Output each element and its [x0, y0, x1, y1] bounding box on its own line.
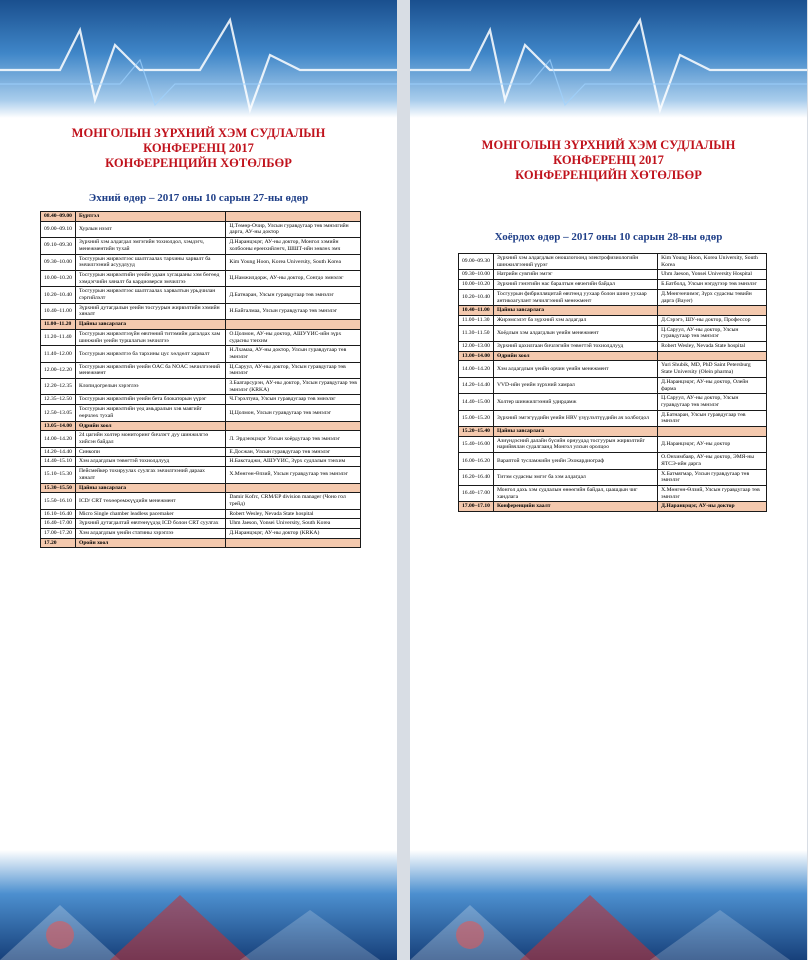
session-row [459, 289, 767, 305]
session-time: 15.20–15.40 [459, 427, 494, 437]
session-topic: Цайны завсарлага [75, 483, 225, 493]
session-topic: Тосгуурын жирвэлтээс шалтгаалах тархины харвалт ба эмчилгээний асуудлууд [75, 254, 225, 270]
session-time: 12.20–12.35 [41, 379, 76, 395]
session-time: 14.40–15.10 [41, 457, 76, 467]
day2-heading: Хоёрдох өдөр – 2017 оны 10 сарын 28-ны өдөр [494, 231, 723, 243]
break-row [459, 306, 767, 316]
conference-title [0, 126, 397, 171]
session-topic: Зүрхний цахилгаан бичлэгийн төвөгтэй тохиолдлууд [493, 342, 657, 352]
session-topic: Бүртгэл [75, 212, 225, 222]
session-speaker: Н.Лхамаа, АУ-ны доктор, Улсын гуравдугаар төв эмнэлэг [226, 346, 361, 362]
session-row [41, 509, 361, 519]
session-time: 17.00–17.20 [41, 529, 76, 539]
session-time: 15.40–16.00 [459, 436, 494, 452]
session-speaker: Kim Young Hoon, Korea University, South Korea [226, 254, 361, 270]
session-speaker: Ц.Саруул, АУ-ны доктор, Улсын гуравдугаар төв эмнэлэг [226, 362, 361, 378]
session-speaker: Robert Wesley, Nevada State hospital [658, 342, 767, 352]
session-row [41, 238, 361, 254]
session-time: 16.40–17.00 [459, 485, 494, 501]
session-topic: Конференцийн хаалт [493, 502, 657, 512]
session-row [459, 361, 767, 377]
break-row [41, 483, 361, 493]
session-topic: Холтер шинжилгээний удирдамж [493, 394, 657, 410]
break-row [41, 421, 361, 431]
session-topic: Хэм алдагдлын төвөгтэй тохиолдлууд [75, 457, 225, 467]
session-row [459, 342, 767, 352]
session-speaker: О.Цолмон, АУ-ны доктор, АШУҮИС-ийн зүрх судасны тэнхим [226, 329, 361, 345]
session-time: 15.50–16.10 [41, 493, 76, 509]
bottom-banner-image [0, 850, 397, 960]
session-topic: Тосгуурын жирвэлтийн үеийн бета блокаторын үүрэг [75, 395, 225, 405]
session-time: 13.05–14.00 [41, 421, 76, 431]
session-row [459, 394, 767, 410]
session-topic: Пейсмейкер тохируулах суулгах эмчилгээний дараах хяналт [75, 467, 225, 483]
session-row [41, 529, 361, 539]
session-time: 15.10–15.30 [41, 467, 76, 483]
session-speaker: Б.Батболд, Улсын нэгдүгээр төв эмнэлэг [658, 280, 767, 290]
session-topic: Зүрхний дутагдалтай өвчтөнүүдэд ICD болон CRT суулгах [75, 519, 225, 529]
session-row [41, 447, 361, 457]
session-time: 13.00–14.00 [459, 351, 494, 361]
session-speaker: Robert Wesley, Nevada State hospital [226, 509, 361, 519]
session-row [41, 519, 361, 529]
session-topic: Клопидогрелын хэрэглээ [75, 379, 225, 395]
session-speaker: З.Баатарсурэн, АУ-ны доктор, Улсын гуравдугаар төв эмнэлэг (KRKA) [226, 379, 361, 395]
session-topic: Вараптой тусламжийн үеийн Эхокардиограф [493, 453, 657, 469]
session-speaker: Д.Батнаран, Улсын гуравдугаар төв эмнэлэг [226, 287, 361, 303]
session-time: 12.00–12.20 [41, 362, 76, 378]
session-speaker: Д.Наранцэцэг, АУ-ны доктор, Монгол хэмийн холбооны ерөнхийлөгч, ШШТ-ийн зөвлөх эмч [226, 238, 361, 254]
session-speaker: Ч.Гэрэлтуяа, Улсын гуравдугаар төв эмнэлэг [226, 395, 361, 405]
session-speaker: Н.Бакстаджи, АШУҮИС, Зүрх судлалын тэнхим [226, 457, 361, 467]
session-row [41, 287, 361, 303]
session-time: 15.30–15.50 [41, 483, 76, 493]
session-topic: Хурлын нээлт [75, 221, 225, 237]
session-topic: Синкопи [75, 447, 225, 457]
session-speaker: Uhm Jaeson, Yonsei University Hospital [658, 270, 767, 280]
session-time: 16.10–16.40 [41, 509, 76, 519]
session-time: 14.00–14.20 [459, 361, 494, 377]
session-time: 09.00–09.10 [41, 221, 76, 237]
session-topic: Цайны завсарлага [493, 427, 657, 437]
session-time: 10.00–10.20 [41, 270, 76, 286]
session-topic: ICD/ CRT төхөөрөмжүүдийн менежмент [75, 493, 225, 509]
session-speaker: Х.Мөнгөн-Өлзий, Улсын гуравдугаар төв эмнэлэг [658, 485, 767, 501]
session-topic: Зүрхний дутагдалын үеийн тосгуурын жирвэлтийн хэмийн хяналт [75, 303, 225, 319]
session-row [459, 469, 767, 485]
session-time: 14.40–15.00 [459, 394, 494, 410]
session-row [41, 254, 361, 270]
session-topic: Өдрийн хоол [493, 351, 657, 361]
session-topic: Оройн хоол [75, 538, 225, 548]
session-time: 10.20–10.40 [41, 287, 76, 303]
session-row [41, 362, 361, 378]
session-speaker: Д.Сэрэгэ, ШУ-ны доктор, Профессор [658, 315, 767, 325]
session-topic: Жирэмсэлэт ба зүрхний хэм алдагдал [493, 315, 657, 325]
title-line-3: КОНФЕРЕНЦИЙН ХӨТӨЛБӨР [105, 156, 292, 170]
session-speaker: Л. Эрдэнэцэцэг Улсын хоёрдугаар төв эмнэлэг [226, 431, 361, 447]
session-time: 14.20–14.40 [459, 377, 494, 393]
session-time: 14.20–14.40 [41, 447, 76, 457]
session-speaker [226, 538, 361, 548]
session-topic: Тосгуурын жирвэлтийн үед амьдралын хэв маягийг өөрчлөх тухай [75, 405, 225, 421]
session-row [41, 379, 361, 395]
session-topic: Зүрхний гэнэтийн нас баралтын өвчөгийн байдал [493, 280, 657, 290]
session-speaker [226, 483, 361, 493]
session-topic: Тосгуурын жирвэлтийн үеийн OAC ба NOAC эмчилгээний менежмент [75, 362, 225, 378]
session-row [41, 431, 361, 447]
session-time: 11.00–11.20 [41, 320, 76, 330]
session-topic: Тосгуурын жирвэлтээ ба тархины цус хөлдөлт харвалт [75, 346, 225, 362]
session-topic: Өдрийн хоол [75, 421, 225, 431]
session-time: 16.40–17.00 [41, 519, 76, 529]
session-speaker: Х.Мөнгөн-Өлзий, Улсын гуравдугаар төв эмнэлэг [226, 467, 361, 483]
session-time: 11.40–12.00 [41, 346, 76, 362]
session-row [41, 270, 361, 286]
session-topic: Азиүндэсний далайн бүсийн орнуудад тосгуурын жирвэлтийг нарийвчлан судалгаанд Монгол улсын оролцоо [493, 436, 657, 452]
session-topic: Тосгуурын жирвэлтэзүйн өвчтөний титэмийн дагалдах хам шинжийн үеийн туршлагын эмчилгээ [75, 329, 225, 345]
title-line-3: КОНФЕРЕНЦИЙН ХӨТӨЛБӨР [515, 168, 702, 182]
session-speaker: Ц.Намжилдорж, АУ-ны доктор, Сонгдо эмнэлэг [226, 270, 361, 286]
session-time: 12.35–12.50 [41, 395, 76, 405]
program-panel-day2 [410, 0, 807, 960]
session-speaker: Uhm Jaeson, Yonsei University, South Korea [226, 519, 361, 529]
session-topic: Монгол дахь хэм судлалын өнөөгийн байдал, цаашдын чиг хандлага [493, 485, 657, 501]
session-time: 16.00–16.20 [459, 453, 494, 469]
day1-heading: Эхний өдөр – 2017 оны 10 сарын 27-ны өдөр [88, 192, 309, 204]
title-line-1: МОНГОЛЫН ЗҮРХНИЙ ХЭМ СУДЛАЛЫН [481, 138, 736, 152]
session-row [459, 325, 767, 341]
bottom-banner-image [410, 850, 807, 960]
session-speaker: О.Онхимбаяр, АУ-ны доктор, ЭМЯ-ны ЯТСЭ-ийн дарга [658, 453, 767, 469]
session-time: 11.00–11.30 [459, 315, 494, 325]
day1-schedule-table [40, 211, 361, 548]
session-row [459, 254, 767, 270]
session-time: 17.00–17.10 [459, 502, 494, 512]
session-time: 16.20–16.40 [459, 469, 494, 485]
session-time: 12.00–13.00 [459, 342, 494, 352]
break-row [41, 538, 361, 548]
session-row [41, 405, 361, 421]
session-topic: Тосгуурын жирвэлтийн үеийн удаан хугацааны хэм бөгөөд хэмдэгчийн хяналт ба кардиоверси эмчилгээ [75, 270, 225, 286]
session-row [41, 395, 361, 405]
session-row [459, 485, 767, 501]
session-speaker [658, 306, 767, 316]
break-row [459, 427, 767, 437]
session-speaker [658, 351, 767, 361]
heartbeat-graphic [410, 0, 807, 118]
title-line-1: МОНГОЛЫН ЗҮРХНИЙ ХЭМ СУДЛАЛЫН [71, 126, 326, 140]
session-topic: Тосгуурын фибрилляцитай өвчтөнд уухаар болон шинэ уухаар антикоагулант эмчилгээний менежмент [493, 289, 657, 305]
conference-title [410, 138, 807, 183]
title-line-2: КОНФЕРЕНЦ 2017 [143, 141, 254, 155]
session-row [41, 221, 361, 237]
session-topic: Цайны завсарлага [75, 320, 225, 330]
session-row [41, 346, 361, 362]
session-row [459, 436, 767, 452]
session-row [459, 315, 767, 325]
top-banner-image [410, 0, 807, 118]
session-speaker: Kim Young Hoon, Korea University, South Korea [658, 254, 767, 270]
break-row [41, 212, 361, 222]
session-speaker: Х.Батмягмар, Улсын гуравдугаар төв эмнэлэг [658, 469, 767, 485]
decor-graphic [410, 850, 807, 960]
session-topic: Зүрхний хэм алдагдлын оношлогоонд электрофизиологийн шинжилгээний үүрэг [493, 254, 657, 270]
day2-schedule-table [458, 253, 767, 512]
session-speaker: Е.Досжан, Улсын гуравдугаар төв эмнэлэг [226, 447, 361, 457]
session-speaker: Ц.Цолмон, Улсын гуравдугаар төв эмнэлэг [226, 405, 361, 421]
session-topic: Титэм судасны эмгэг ба хэм алдагдал [493, 469, 657, 485]
session-speaker: Ц.Саруул, АУ-ны доктор, Улсын гуравдугаар төв эмнэлэг [658, 394, 767, 410]
session-speaker [226, 320, 361, 330]
session-row [41, 303, 361, 319]
session-row [41, 493, 361, 509]
session-speaker: Damir Kofrc, CRM/EP division manager (Чоно гол трейд) [226, 493, 361, 509]
session-time: 08.40–09.00 [41, 212, 76, 222]
session-row [459, 377, 767, 393]
session-speaker: Д.Мөнгөнчимэг, Зүрх судасны төвийн дарга (Bayer) [658, 289, 767, 305]
break-row [459, 351, 767, 361]
session-time: 11.30–11.50 [459, 325, 494, 341]
session-time: 17.20 [41, 538, 76, 548]
session-speaker: Yuri Shubik, MD, PhD Saint Petersburg State University (Olein pharma) [658, 361, 767, 377]
program-panel-day1 [0, 0, 397, 960]
session-topic: VVD-ийн үеийн зүрхний хамрал [493, 377, 657, 393]
session-speaker [226, 421, 361, 431]
session-speaker: Ц.Саруул, АУ-ны доктор, Улсын гуравдугаар төв эмнэлэг [658, 325, 767, 341]
session-time: 10.40–11.00 [459, 306, 494, 316]
session-topic: Хэм алдагдлын үеийн орчин үеийн менежмент [493, 361, 657, 377]
session-time: 12.50–13.05 [41, 405, 76, 421]
session-row [41, 467, 361, 483]
session-time: 09.30–10.00 [41, 254, 76, 270]
decor-graphic [0, 850, 397, 960]
session-speaker: Д.Наранцэцэг, АУ-ны доктор [658, 436, 767, 452]
title-line-2: КОНФЕРЕНЦ 2017 [553, 153, 664, 167]
session-speaker [658, 427, 767, 437]
session-row [459, 453, 767, 469]
session-row [459, 280, 767, 290]
session-speaker: Д.Наранцэцэг, АУ-ны доктор (KRKA) [226, 529, 361, 539]
session-row [459, 270, 767, 280]
session-topic: Зүрхний хэм алдагдал эмгэгийн тохиолдол, хэмдэгч, менежментийн тухай [75, 238, 225, 254]
session-topic: Цайны завсарлага [493, 306, 657, 316]
session-time: 10.40–11.00 [41, 303, 76, 319]
session-row [459, 410, 767, 426]
session-topic: Натрийн сувгийн эмгэг [493, 270, 657, 280]
session-speaker: Д.Наранцэцэг, АУ-ны доктор, Олейн фарма [658, 377, 767, 393]
session-topic: Micro Single chamber leadless pacemaker [75, 509, 225, 519]
session-time: 09.00–09.30 [459, 254, 494, 270]
session-time: 15.00–15.20 [459, 410, 494, 426]
session-speaker [226, 212, 361, 222]
break-row [459, 502, 767, 512]
session-time: 09.10–09.30 [41, 238, 76, 254]
session-time: 11.20–11.40 [41, 329, 76, 345]
session-topic: 24 цагийн холтер мониторинг бичлэгт дуу шинжилгээ хийсэн байдал [75, 431, 225, 447]
session-time: 10.20–10.40 [459, 289, 494, 305]
top-banner-image [0, 0, 397, 118]
session-topic: Хэм алдагдлын үеийн статины хэрэглээ [75, 529, 225, 539]
session-speaker: Ц.Төмөр-Очир, Улсын гуравдугаар төв эмнэлгийн дарга, АУ-ны доктор [226, 221, 361, 237]
session-speaker: Н.Байгалмаа, Улсын гуравдугаар төв эмнэлэг [226, 303, 361, 319]
session-row [41, 329, 361, 345]
session-topic: Тосгуурын жирвэлтээс шалтгаалах харвалтын урьдчилан сэргийлэлт [75, 287, 225, 303]
session-time: 09.30–10.00 [459, 270, 494, 280]
break-row [41, 320, 361, 330]
session-topic: Зүрхний эмгэгүүдийн үеийн HRV үзүүлэлтүүдийн ач холбогдол [493, 410, 657, 426]
heartbeat-graphic [0, 0, 397, 118]
session-speaker: Д.Наранцэцэг, АУ-ны доктор [658, 502, 767, 512]
session-speaker: Д.Батнаран, Улсын гуравдугаар төв эмнэлэг [658, 410, 767, 426]
session-time: 14.00–14.20 [41, 431, 76, 447]
session-time: 10.00–10.20 [459, 280, 494, 290]
session-row [41, 457, 361, 467]
session-topic: Хоёдлын хэм алдагдлын үеийн менежмент [493, 325, 657, 341]
